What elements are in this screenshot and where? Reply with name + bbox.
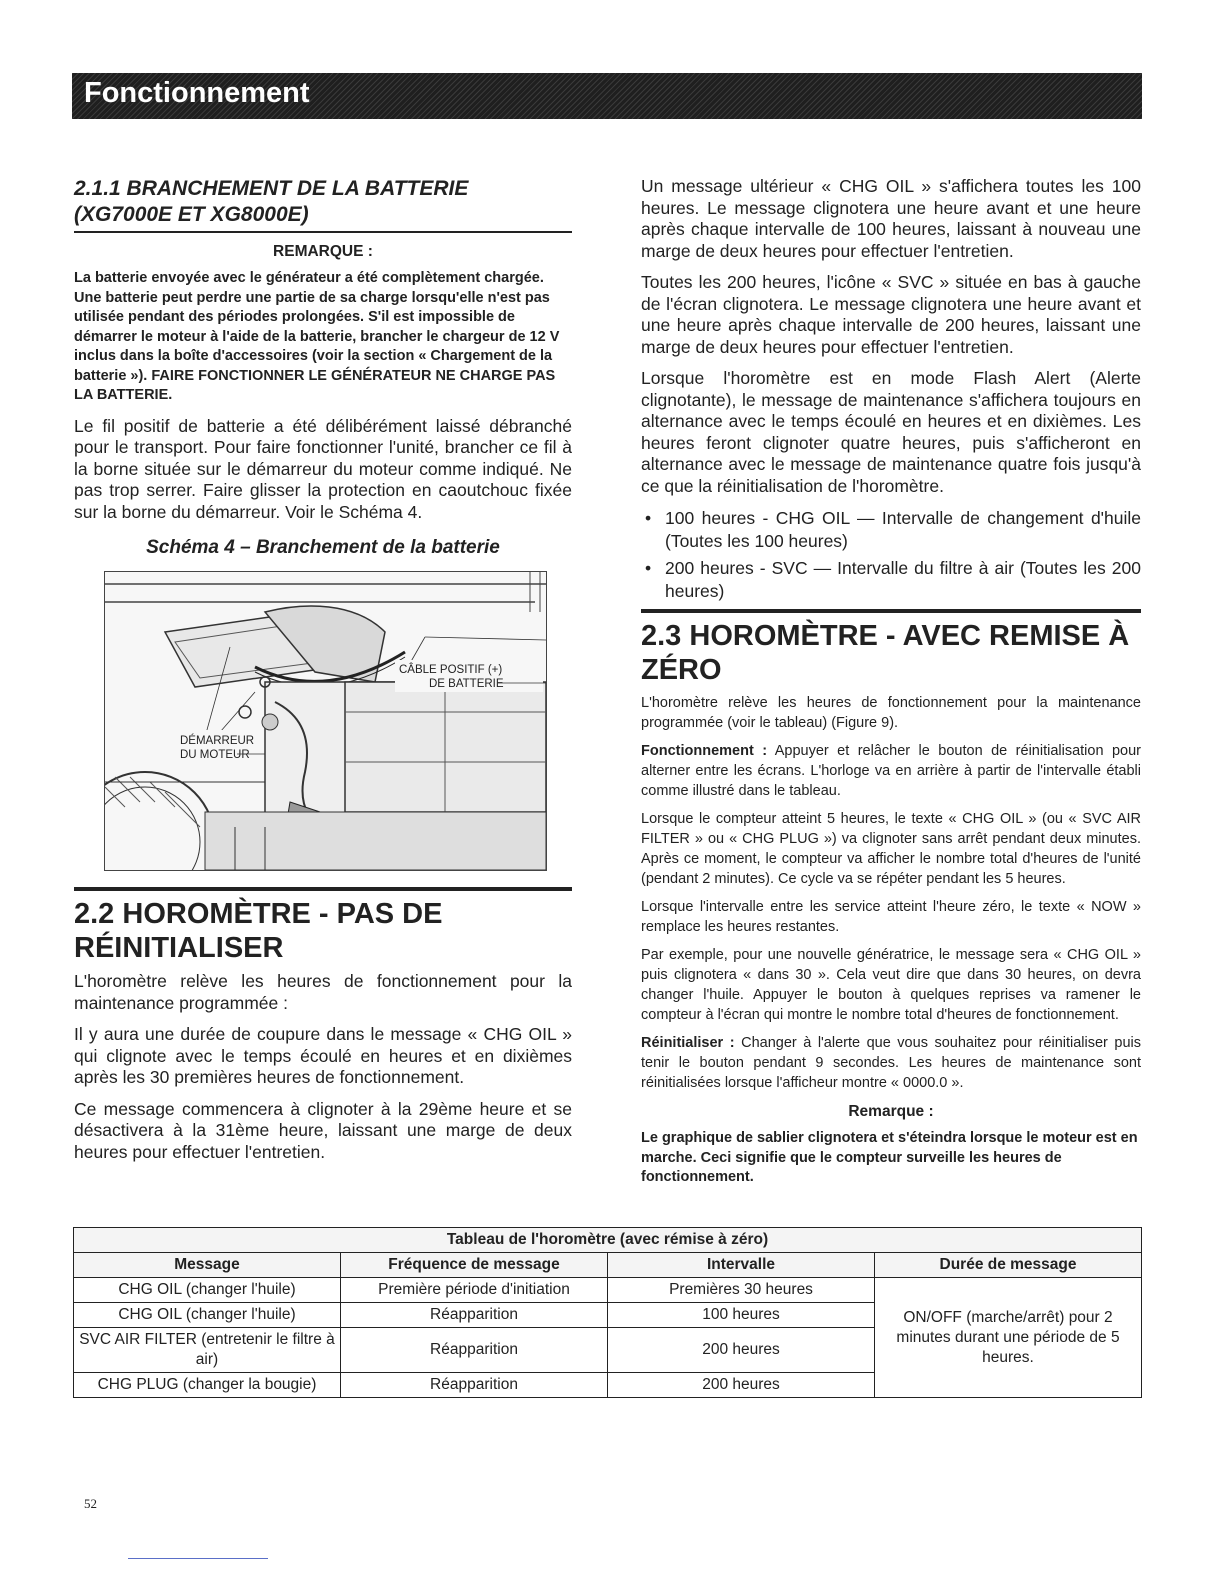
table-cell: Réapparition	[341, 1328, 608, 1373]
table-row	[74, 1278, 1142, 1303]
interval-paragraph: Lorsque l'intervalle entre les service atteint l'heure zéro, le texte « NOW » remplace les heures restantes.	[641, 899, 1141, 935]
section-2-2-title: 2.2 HOROMÈTRE - PAS DE RÉINITIALISER	[74, 887, 572, 965]
table-cell: CHG OIL (changer l'huile)	[74, 1303, 341, 1328]
interval-list	[641, 507, 1141, 603]
section-2-2-paragraph-1: L'horomètre relève les heures de fonctionnement pour la maintenance programmée :	[74, 971, 572, 1013]
starter-label-line2: DU MOTEUR	[180, 749, 250, 761]
hourmeter-table	[73, 1227, 1142, 1398]
right-paragraph-1: Un message ultérieur « CHG OIL » s'affichera toutes les 100 heures. Le message clignotera une heure avant et une heure après chaque intervalle de 100 heures, laissant à nouveau une marge de deux heures pour effectuer l'entretien.	[641, 176, 1141, 261]
banner-title: Fonctionnement	[84, 77, 310, 109]
cable-label-line1: CÂBLE POSITIF (+)	[399, 664, 503, 676]
table-cell: 100 heures	[608, 1303, 875, 1328]
right-column	[641, 176, 1141, 1198]
table-cell: Premières 30 heures	[608, 1278, 875, 1303]
engine-illustration	[105, 572, 546, 870]
list-item: • 100 heures - CHG OIL — Intervalle de changement d'huile (Toutes les 100 heures)	[665, 507, 1141, 553]
subsection-title-2-1-1: 2.1.1 BRANCHEMENT DE LA BATTERIE (XG7000E ET XG8000E)	[74, 176, 572, 233]
table-cell: Première période d'initiation	[341, 1278, 608, 1303]
left-column	[74, 176, 572, 1173]
section-2-3-paragraph-1: L'horomètre relève les heures de fonctionnement pour la maintenance programmée (voir le tableau) (Figure 9).	[641, 695, 1141, 731]
cable-label-line2: DE BATTERIE	[429, 678, 504, 690]
battery-paragraph: Le fil positif de batterie a été délibérément laissé débranché pour le transport. Pour faire fonctionner l'unité, brancher ce fil à la borne située sur le démarreur du moteur comme indiqué. Ne pas trop serrer. Faire glisser la protection en caoutchouc fixée sur la borne du démarreur. Voir le Schéma 4.	[74, 415, 572, 522]
page-number: 52	[84, 1496, 97, 1511]
table-header-interval: Intervalle	[608, 1253, 875, 1278]
table-header-frequency: Fréquence de message	[341, 1253, 608, 1278]
table-header-duration: Durée de message	[875, 1253, 1142, 1278]
right-paragraph-2: Toutes les 200 heures, l'icône « SVC » située en bas à gauche de l'écran clignotera. Le message clignotera une heure avant et une heure après chaque intervalle de 200 heures, laissant une marge de deux heures pour effectuer l'entretien.	[641, 272, 1141, 357]
list-item: • 200 heures - SVC — Intervalle du filtre à air (Toutes les 200 heures)	[665, 557, 1141, 603]
table-cell: Réapparition	[341, 1373, 608, 1398]
table-duration-cell: ON/OFF (marche/arrêt) pour 2 minutes durant une période de 5 heures.	[875, 1278, 1142, 1398]
table-cell: 200 heures	[608, 1373, 875, 1398]
table-header-message: Message	[74, 1253, 341, 1278]
note-text: La batterie envoyée avec le générateur a été complètement chargée. Une batterie peut perdre une partie de sa charge lorsqu'elle n'est pas utilisée pendant des périodes prolongées. S'il est impossible de démarrer le moteur à l'aide de la batterie, brancher le chargeur de 12 V inclus dans la boîte d'accessoires (voir la section « Chargement de la batterie »). FAIRE FONCTIONNER LE GÉNÉRATEUR NE CHARGE PAS LA BATTERIE.	[74, 270, 560, 403]
figure-title: Schéma 4 – Branchement de la batterie	[146, 537, 500, 558]
operation-paragraph	[641, 741, 1141, 801]
footer-divider	[128, 1558, 268, 1559]
table-cell: 200 heures	[608, 1328, 875, 1373]
table-cell: Réapparition	[341, 1303, 608, 1328]
operation-label: Fonctionnement :	[641, 743, 768, 759]
note-2-title: Remarque :	[848, 1103, 934, 1120]
battery-connection-figure	[104, 571, 547, 871]
reset-label: Réinitialiser :	[641, 1035, 735, 1051]
note-title: REMARQUE :	[273, 243, 373, 260]
reset-text: Changer à l'alerte que vous souhaitez pour réinitialiser puis tenir le bouton pendant 9 secondes. Les heures de maintenance sont réinitialisées lorsque l'afficheur montre « 0000.0 ».	[641, 1035, 1142, 1091]
counter-paragraph: Lorsque le compteur atteint 5 heures, le texte « CHG OIL » (ou « SVC AIR FILTER » ou « CHG PLUG ») va clignoter sans arrêt pendant deux minutes. Après ce moment, le compteur va afficher le nombre total d'heures de l'unité (pendant 2 minutes). Ce cycle va se répéter pendant les 5 heures.	[641, 811, 1141, 887]
section-2-3-title: 2.3 HOROMÈTRE - AVEC REMISE À ZÉRO	[641, 609, 1141, 687]
table-cell: CHG OIL (changer l'huile)	[74, 1278, 341, 1303]
table-cell: CHG PLUG (changer la bougie)	[74, 1373, 341, 1398]
operation-text: Appuyer et relâcher le bouton de réinitialisation pour alterner entre les écrans. L'horloge va en arrière à partir de l'intervalle établi comme illustré dans le tableau.	[641, 743, 1141, 799]
reset-paragraph	[641, 1033, 1141, 1093]
section-2-2-paragraph-3: Ce message commencera à clignoter à la 29ème heure et se désactivera à la 31ème heure, laissant une marge de deux heures pour effectuer l'entretien.	[74, 1098, 572, 1162]
example-paragraph: Par exemple, pour une nouvelle génératrice, le message sera « CHG OIL » puis clignotera « dans 30 ». Cela veut dire que dans 30 heures, on devra changer l'huile. Appuyer le bouton à quelques reprises va ramener le compteur à l'écran qui montre le nombre total d'heures de fonctionnement.	[641, 947, 1141, 1023]
starter-label-line1: DÉMARREUR	[180, 735, 255, 747]
note-2-text: Le graphique de sablier clignotera et s'éteindra lorsque le moteur est en marche. Ceci signifie que le compteur surveille les heures de fonctionnement.	[641, 1130, 1138, 1185]
section-2-2-paragraph-2: Il y aura une durée de coupure dans le message « CHG OIL » qui clignote avec le temps écoulé en heures et en dixièmes après les 30 premières heures de fonctionnement.	[74, 1024, 572, 1087]
table-cell: SVC AIR FILTER (entretenir le filtre à air)	[74, 1328, 341, 1373]
right-paragraph-3: Lorsque l'horomètre est en mode Flash Alert (Alerte clignotante), le message de maintenance s'affichera toujours en alternance avec le temps écoulé en heures et en dixièmes. Les heures feront clignoter quatre heures, puis s'afficheront en alternance avec le message de maintenance quatre fois jusqu'à ce que la réinitialisation de l'horomètre.	[641, 368, 1141, 496]
section-banner	[72, 73, 1142, 119]
table-caption: Tableau de l'horomètre (avec rémise à zéro)	[74, 1228, 1142, 1253]
